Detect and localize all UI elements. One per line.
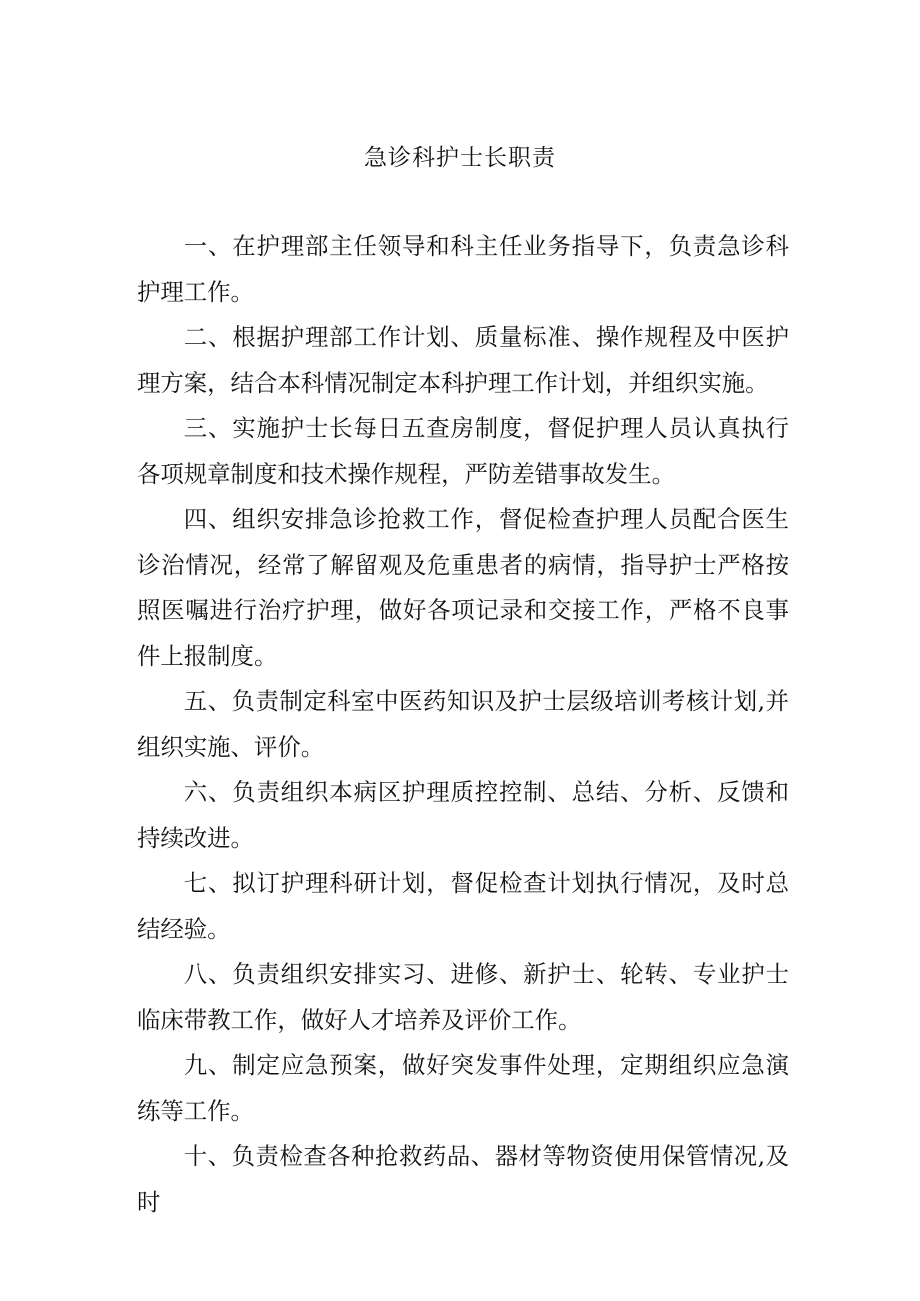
duty-item-6: 六、负责组织本病区护理质控控制、总结、分析、反馈和持续改进。 (137, 778, 789, 852)
document-title: 急诊科护士长职责 (364, 145, 556, 171)
duty-item-1: 一、在护理部主任领导和科主任业务指导下，负责急诊科护理工作。 (137, 232, 789, 306)
document-body (137, 224, 789, 1225)
duty-item-2: 二、根据护理部工作计划、质量标准、操作规程及中医护理方案，结合本科情况制定本科护理工作计划，并组织实施。 (137, 323, 789, 397)
duty-item-9: 九、制定应急预案，做好突发事件处理，定期组织应急演练等工作。 (137, 1051, 789, 1125)
duty-item-7: 七、拟订护理科研计划，督促检查计划执行情况，及时总结经验。 (137, 869, 789, 943)
duty-item-10: 十、负责检查各种抢救药品、器材等物资使用保管情况,及时 (137, 1142, 789, 1216)
duty-item-5: 五、负责制定科室中医药知识及护士层级培训考核计划,并组织实施、评价。 (137, 687, 789, 761)
duty-item-4: 四、组织安排急诊抢救工作，督促检查护理人员配合医生诊治情况，经常了解留观及危重患者的病情，指导护士严格按照医嘱进行治疗护理，做好各项记录和交接工作，严格不良事件上报制度。 (137, 505, 789, 670)
duty-item-3: 三、实施护士长每日五查房制度，督促护理人员认真执行各项规章制度和技术操作规程，严防差错事故发生。 (137, 414, 789, 488)
duty-item-8: 八、负责组织安排实习、进修、新护士、轮转、专业护士临床带教工作，做好人才培养及评价工作。 (137, 960, 789, 1034)
